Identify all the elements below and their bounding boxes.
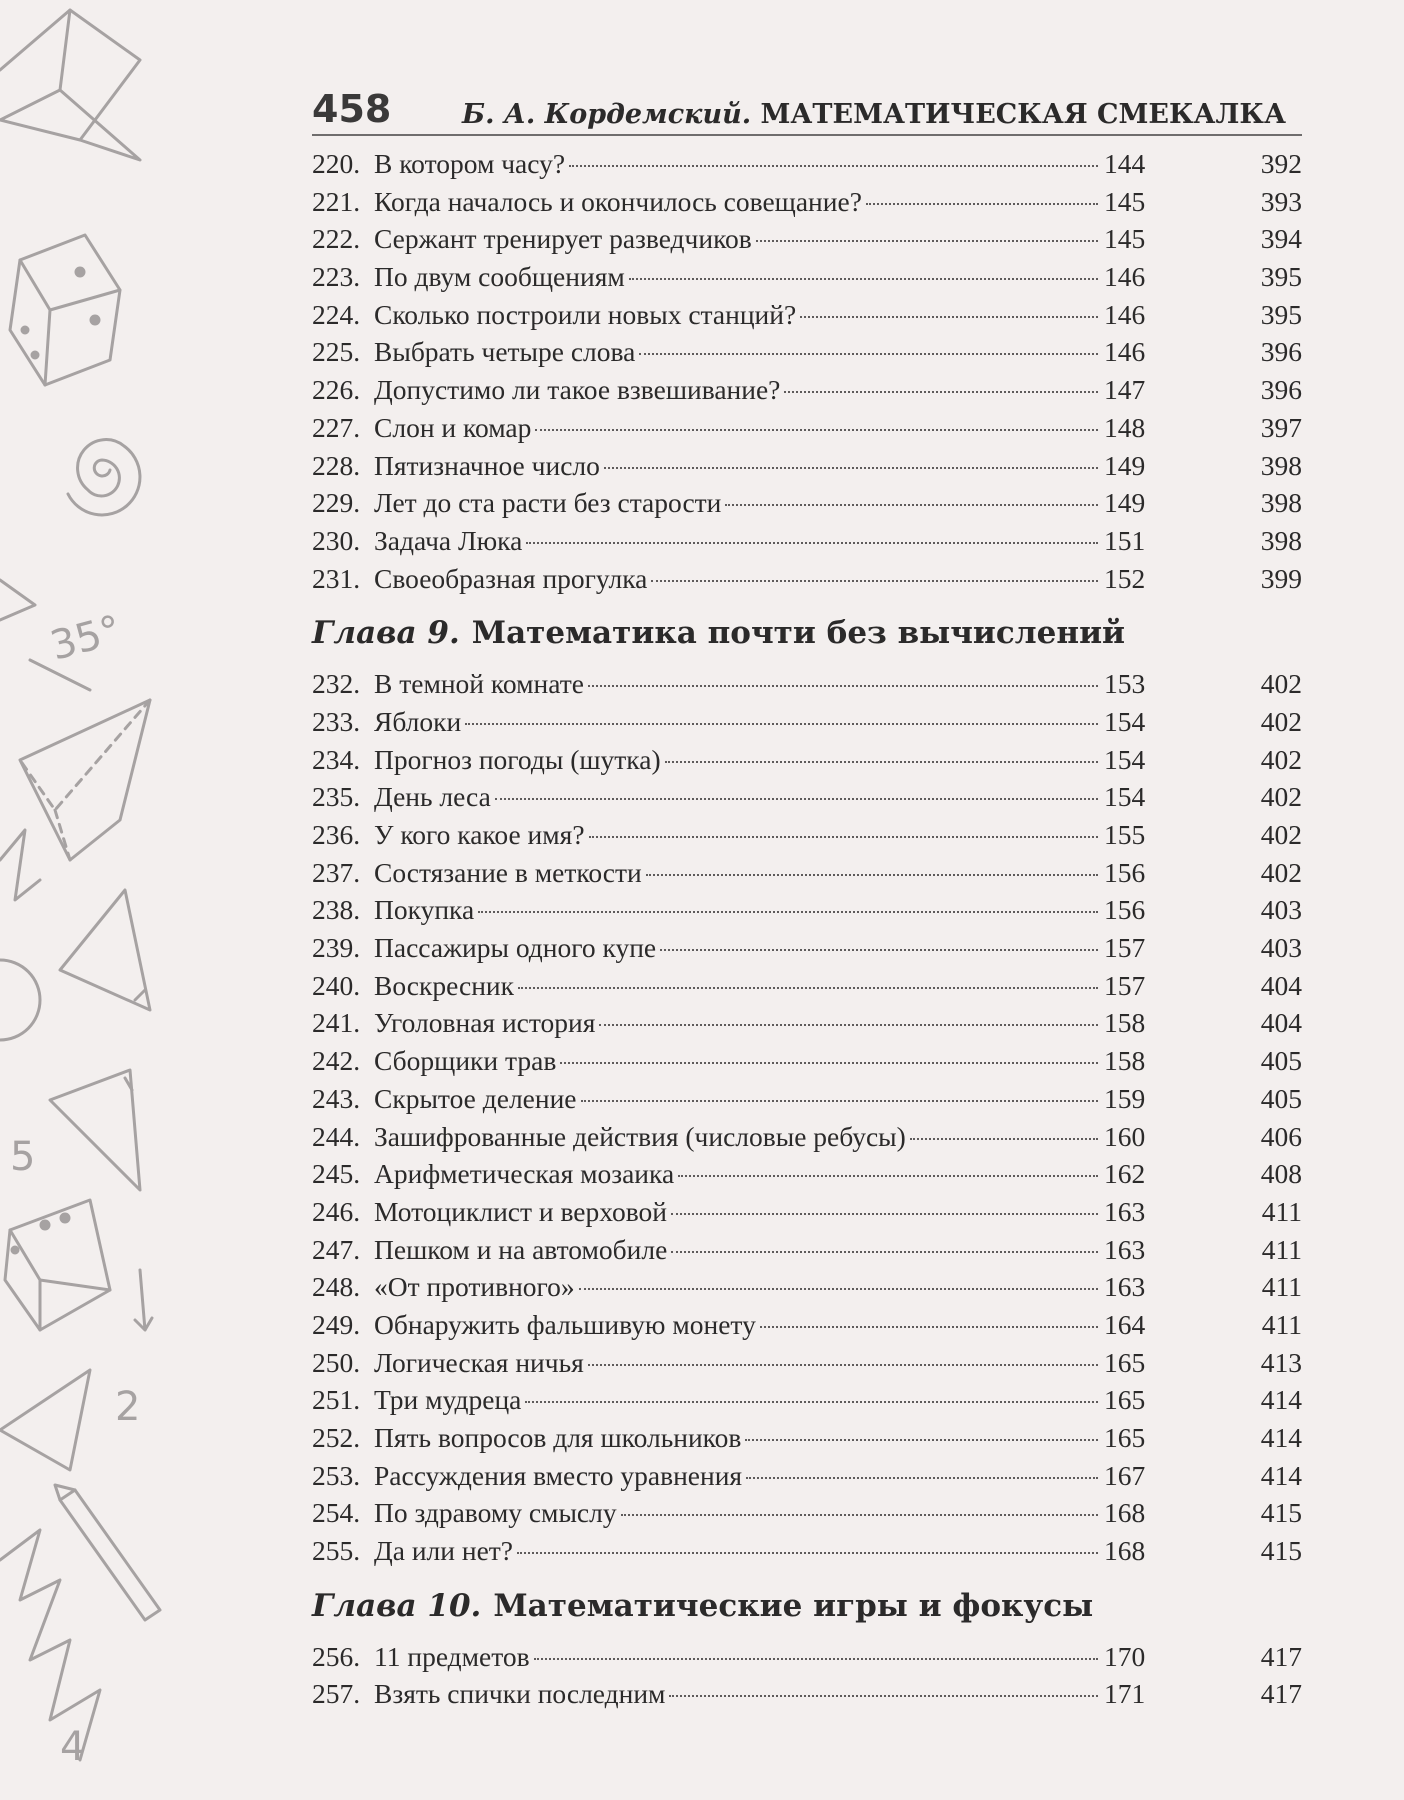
problem-page: 165 <box>1104 1422 1146 1453</box>
entry-title: «От противного» <box>374 1271 575 1303</box>
answer-page: 411 <box>1261 1308 1302 1340</box>
answer-page: 395 <box>1260 261 1302 293</box>
pencil-tip-icon <box>0 580 35 620</box>
entry-title: Выбрать четыре слова <box>374 336 636 368</box>
entry-number: 226. <box>312 374 361 406</box>
entry-number: 241. <box>312 1007 361 1039</box>
toc-entry <box>312 336 1302 374</box>
dot-leader <box>671 1213 1098 1215</box>
entry-title: Пассажиры одного купе <box>374 932 657 964</box>
entry-number: 233. <box>312 705 361 737</box>
entry-number: 257. <box>312 1678 361 1710</box>
zigzag-line-icon <box>0 830 40 900</box>
entry-title: Пять вопросов для школьников <box>374 1422 742 1453</box>
problem-page: 157 <box>1104 932 1146 964</box>
dot-leader <box>569 165 1098 167</box>
dot-leader <box>517 1552 1098 1554</box>
answer-page: 395 <box>1260 298 1302 330</box>
problem-page: 145 <box>1104 185 1146 217</box>
dot-leader <box>678 1175 1098 1177</box>
pencil-icon <box>55 1485 160 1620</box>
toc-entry <box>312 1196 1302 1234</box>
answer-page: 402 <box>1260 856 1302 888</box>
margin-digit: 5 <box>10 1134 36 1180</box>
entry-number: 253. <box>312 1459 361 1491</box>
problem-page: 146 <box>1104 298 1146 330</box>
answer-page: 415 <box>1260 1497 1302 1529</box>
entry-number: 221. <box>312 185 361 217</box>
entry-title: Обнаружить фальшивую монету <box>374 1308 756 1340</box>
toc-entry <box>312 1045 1302 1083</box>
answer-page: 402 <box>1260 743 1302 775</box>
answer-page: 411 <box>1261 1233 1302 1265</box>
problem-page: 147 <box>1104 374 1146 406</box>
answer-page: 414 <box>1260 1384 1302 1416</box>
answer-page: 405 <box>1260 1045 1302 1077</box>
entry-title: Уголовная история <box>374 1007 596 1039</box>
dot-leader <box>725 504 1098 506</box>
answer-page: 398 <box>1260 487 1302 519</box>
problem-page: 164 <box>1104 1308 1146 1340</box>
toc-entry <box>312 706 1302 744</box>
answer-page: 414 <box>1260 1459 1302 1491</box>
problem-page: 155 <box>1104 819 1146 850</box>
answer-page: 405 <box>1260 1082 1302 1114</box>
dot-leader <box>665 761 1098 763</box>
entry-title: Допустимо ли такое взвешивание? <box>374 374 781 406</box>
chapter-title: Математические игры и фокусы <box>493 1587 1094 1624</box>
problem-page: 153 <box>1104 668 1146 700</box>
dot-leader <box>604 467 1098 469</box>
entry-number: 238. <box>312 894 361 926</box>
answer-page: 404 <box>1260 969 1302 1001</box>
entry-title: День леса <box>374 781 491 813</box>
dot-leader <box>866 203 1098 205</box>
problem-page: 148 <box>1104 411 1146 443</box>
problem-page: 158 <box>1104 1007 1146 1039</box>
entry-number: 225. <box>312 336 361 368</box>
toc-entry <box>312 1384 1302 1422</box>
toc-entry <box>312 450 1302 488</box>
toc-entry <box>312 563 1302 601</box>
toc-entry <box>312 1007 1302 1045</box>
dot-leader <box>629 278 1098 280</box>
problem-page: 157 <box>1104 969 1146 1001</box>
entry-number: 244. <box>312 1120 361 1152</box>
answer-page: 415 <box>1260 1535 1302 1567</box>
problem-page: 152 <box>1104 562 1146 594</box>
entry-title: Сержант тренирует разведчиков <box>374 223 752 255</box>
dot-leader <box>671 1251 1098 1253</box>
entry-number: 255. <box>312 1535 361 1567</box>
entry-title: Пятизначное число <box>374 449 600 481</box>
entry-title: Зашифрованные действия (числовые ребусы) <box>374 1120 906 1152</box>
toc-entry <box>312 1641 1302 1679</box>
entry-number: 247. <box>312 1233 361 1265</box>
entry-title: У кого какое имя? <box>374 819 585 850</box>
toc-entry <box>312 668 1302 706</box>
dot-leader <box>599 1024 1098 1026</box>
answer-page: 404 <box>1260 1007 1302 1039</box>
toc-entry <box>312 1535 1302 1573</box>
toc-entry <box>312 261 1302 299</box>
toc-entry <box>312 744 1302 782</box>
entry-title: Сколько построили новых станций? <box>374 298 797 330</box>
running-header <box>312 78 1302 136</box>
toc-entry <box>312 1121 1302 1159</box>
problem-page: 156 <box>1104 894 1146 926</box>
dot-leader <box>621 1514 1098 1516</box>
toc-entry <box>312 1083 1302 1121</box>
toc-entry <box>312 223 1302 261</box>
problem-page: 159 <box>1104 1082 1146 1114</box>
dot-leader <box>535 429 1098 431</box>
entry-number: 235. <box>312 781 361 813</box>
dot-leader <box>560 1062 1098 1064</box>
toc-entry <box>312 1497 1302 1535</box>
entry-number: 251. <box>312 1384 361 1416</box>
entry-number: 248. <box>312 1271 361 1303</box>
toc-entry <box>312 1158 1302 1196</box>
toc-list <box>312 1641 1302 1716</box>
answer-page: 402 <box>1260 668 1302 700</box>
dot-leader <box>745 1439 1098 1441</box>
entry-number: 230. <box>312 524 361 556</box>
entry-title: Воскресник <box>374 969 514 1001</box>
answer-page: 402 <box>1260 819 1302 850</box>
problem-page: 154 <box>1104 781 1146 813</box>
entry-number: 249. <box>312 1308 361 1340</box>
running-title <box>462 101 1286 128</box>
answer-page: 398 <box>1260 449 1302 481</box>
dot-leader <box>589 836 1098 838</box>
answer-page: 406 <box>1260 1120 1302 1152</box>
problem-page: 165 <box>1104 1384 1146 1416</box>
entry-title: В котором часу? <box>374 148 566 179</box>
entry-number: 242. <box>312 1045 361 1077</box>
entry-title: Арифметическая мозаика <box>374 1158 675 1190</box>
entry-title: Логическая ничья <box>374 1346 584 1378</box>
toc-list <box>312 148 1302 600</box>
entry-title: Покупка <box>374 894 475 926</box>
chapter-label: Глава 10. <box>312 1587 482 1624</box>
problem-page: 170 <box>1104 1640 1146 1672</box>
dice-2-icon <box>5 1200 110 1330</box>
entry-title: Взять спички последним <box>374 1678 666 1710</box>
chapter-title: Математика почти без вычислений <box>471 615 1126 652</box>
toc-page <box>312 78 1302 1716</box>
entry-title: Своеобразная прогулка <box>374 562 648 594</box>
dot-leader <box>579 1288 1098 1290</box>
triangle-2-icon <box>50 1070 140 1190</box>
entry-title: Скрытое деление <box>374 1082 577 1114</box>
entry-number: 243. <box>312 1082 361 1114</box>
dot-leader <box>525 1401 1098 1403</box>
spiral-icon <box>68 440 140 515</box>
problem-page: 168 <box>1104 1535 1146 1567</box>
entry-title: Да или нет? <box>374 1535 514 1567</box>
answer-page: 396 <box>1260 374 1302 406</box>
triangle-3-icon <box>0 1370 90 1470</box>
toc-entry <box>312 819 1302 857</box>
answer-page: 402 <box>1260 705 1302 737</box>
answer-page: 413 <box>1260 1346 1302 1378</box>
entry-number: 231. <box>312 562 361 594</box>
problem-page: 163 <box>1104 1195 1146 1227</box>
answer-page: 414 <box>1260 1422 1302 1453</box>
entry-title: Лет до ста расти без старости <box>374 487 722 519</box>
toc-entry <box>312 148 1302 186</box>
toc-list <box>312 668 1302 1573</box>
triangle-icon <box>60 890 150 1010</box>
problem-page: 165 <box>1104 1346 1146 1378</box>
problem-page: 167 <box>1104 1459 1146 1491</box>
problem-page: 146 <box>1104 336 1146 368</box>
toc-entry <box>312 781 1302 819</box>
angle-label: 35° <box>45 606 127 670</box>
problem-page: 149 <box>1104 487 1146 519</box>
answer-page: 392 <box>1260 148 1302 179</box>
dot-leader <box>660 949 1098 951</box>
margin-digit: 2 <box>115 1384 141 1430</box>
entry-number: 232. <box>312 668 361 700</box>
chapter-label: Глава 9. <box>312 615 460 652</box>
toc-entry <box>312 1271 1302 1309</box>
margin-digit: 4 <box>60 1724 86 1770</box>
pyramid-icon <box>20 700 150 860</box>
answer-page: 403 <box>1260 894 1302 926</box>
problem-page: 145 <box>1104 223 1146 255</box>
problem-page: 168 <box>1104 1497 1146 1529</box>
answer-page: 411 <box>1261 1271 1302 1303</box>
entry-number: 227. <box>312 411 361 443</box>
toc-entry <box>312 970 1302 1008</box>
chapter-heading-10 <box>312 1575 1302 1637</box>
chapter-heading-9 <box>312 602 1302 664</box>
dot-leader <box>646 874 1098 876</box>
entry-number: 237. <box>312 856 361 888</box>
answer-page: 402 <box>1260 781 1302 813</box>
problem-page: 163 <box>1104 1233 1146 1265</box>
cube-doodle-icon <box>0 10 140 160</box>
entry-number: 222. <box>312 223 361 255</box>
dot-leader <box>639 353 1098 355</box>
entry-title: Три мудреца <box>374 1384 522 1416</box>
toc-entry <box>312 1347 1302 1385</box>
entry-number: 245. <box>312 1158 361 1190</box>
arc-icon <box>0 960 40 1040</box>
dot-leader <box>465 723 1098 725</box>
entry-title: Когда началось и окончилось совещание? <box>374 185 862 217</box>
problem-page: 162 <box>1104 1158 1146 1190</box>
toc-entry <box>312 1678 1302 1716</box>
entry-number: 220. <box>312 148 361 179</box>
entry-title: Задача Люка <box>374 524 523 556</box>
answer-page: 403 <box>1260 932 1302 964</box>
dot-leader <box>518 987 1098 989</box>
problem-page: 156 <box>1104 856 1146 888</box>
entry-number: 236. <box>312 819 361 850</box>
entry-title: Мотоциклист и верховой <box>374 1195 667 1227</box>
entry-number: 239. <box>312 932 361 964</box>
entry-number: 234. <box>312 743 361 775</box>
answer-page: 408 <box>1260 1158 1302 1190</box>
dot-leader <box>669 1695 1098 1697</box>
dot-leader <box>495 798 1098 800</box>
toc-entry <box>312 374 1302 412</box>
dot-leader <box>746 1477 1098 1479</box>
toc-entry <box>312 1422 1302 1460</box>
entry-title: По здравому смыслу <box>374 1497 617 1529</box>
problem-page: 146 <box>1104 261 1146 293</box>
dot-leader <box>756 240 1098 242</box>
dot-leader <box>534 1658 1098 1660</box>
dot-leader <box>760 1326 1098 1328</box>
toc-entry <box>312 857 1302 895</box>
dot-leader <box>478 911 1098 913</box>
problem-page: 171 <box>1104 1678 1146 1710</box>
answer-page: 417 <box>1260 1640 1302 1672</box>
answer-page: 411 <box>1261 1195 1302 1227</box>
book-title: МАТЕМАТИЧЕСКАЯ СМЕКАЛКА <box>760 99 1286 130</box>
entry-title: Слон и комар <box>374 411 532 443</box>
margin-doodles <box>0 0 170 1800</box>
toc-entry <box>312 1309 1302 1347</box>
dot-leader <box>910 1138 1098 1140</box>
entry-number: 223. <box>312 261 361 293</box>
entry-number: 246. <box>312 1195 361 1227</box>
toc-entry <box>312 525 1302 563</box>
dot-leader <box>800 316 1098 318</box>
toc-entry <box>312 186 1302 224</box>
entry-number: 224. <box>312 298 361 330</box>
entry-title: Состязание в меткости <box>374 856 642 888</box>
entry-title: По двум сообщениям <box>374 261 625 293</box>
answer-page: 393 <box>1260 185 1302 217</box>
entry-number: 250. <box>312 1346 361 1378</box>
arrow-icon <box>135 1270 152 1330</box>
entry-number: 228. <box>312 449 361 481</box>
problem-page: 149 <box>1104 449 1146 481</box>
entry-title: Пешком и на автомобиле <box>374 1233 668 1265</box>
problem-page: 144 <box>1104 148 1146 179</box>
toc-entry <box>312 412 1302 450</box>
problem-page: 158 <box>1104 1045 1146 1077</box>
entry-title: Яблоки <box>374 705 462 737</box>
toc-entry <box>312 299 1302 337</box>
dot-leader <box>581 1100 1098 1102</box>
author-name: Б. А. Кордемский. <box>462 99 752 130</box>
entry-number: 240. <box>312 969 361 1001</box>
entry-number: 256. <box>312 1640 361 1672</box>
answer-page: 399 <box>1260 562 1302 594</box>
entry-title: Рассуждения вместо уравнения <box>374 1459 743 1491</box>
toc-entry <box>312 1460 1302 1498</box>
page-number: 458 <box>312 87 392 131</box>
answer-page: 397 <box>1260 411 1302 443</box>
problem-page: 160 <box>1104 1120 1146 1152</box>
entry-title: 11 предметов <box>374 1640 530 1672</box>
entry-title: Прогноз погоды (шутка) <box>374 743 661 775</box>
answer-page: 398 <box>1260 524 1302 556</box>
answer-page: 396 <box>1260 336 1302 368</box>
dot-leader <box>588 1364 1098 1366</box>
dot-leader <box>588 685 1098 687</box>
problem-page: 163 <box>1104 1271 1146 1303</box>
dot-leader <box>784 391 1098 393</box>
problem-page: 154 <box>1104 743 1146 775</box>
toc-entry <box>312 1234 1302 1272</box>
entry-number: 252. <box>312 1422 361 1453</box>
toc-entry <box>312 932 1302 970</box>
entry-number: 254. <box>312 1497 361 1529</box>
answer-page: 417 <box>1260 1678 1302 1710</box>
problem-page: 151 <box>1104 524 1146 556</box>
dot-leader <box>526 542 1098 544</box>
entry-title: Сборщики трав <box>374 1045 557 1077</box>
problem-page: 154 <box>1104 705 1146 737</box>
dot-leader <box>651 580 1098 582</box>
dice-icon <box>10 235 120 385</box>
entry-number: 229. <box>312 487 361 519</box>
toc-entry <box>312 487 1302 525</box>
entry-title: В темной комнате <box>374 668 584 700</box>
toc-entry <box>312 894 1302 932</box>
answer-page: 394 <box>1260 223 1302 255</box>
